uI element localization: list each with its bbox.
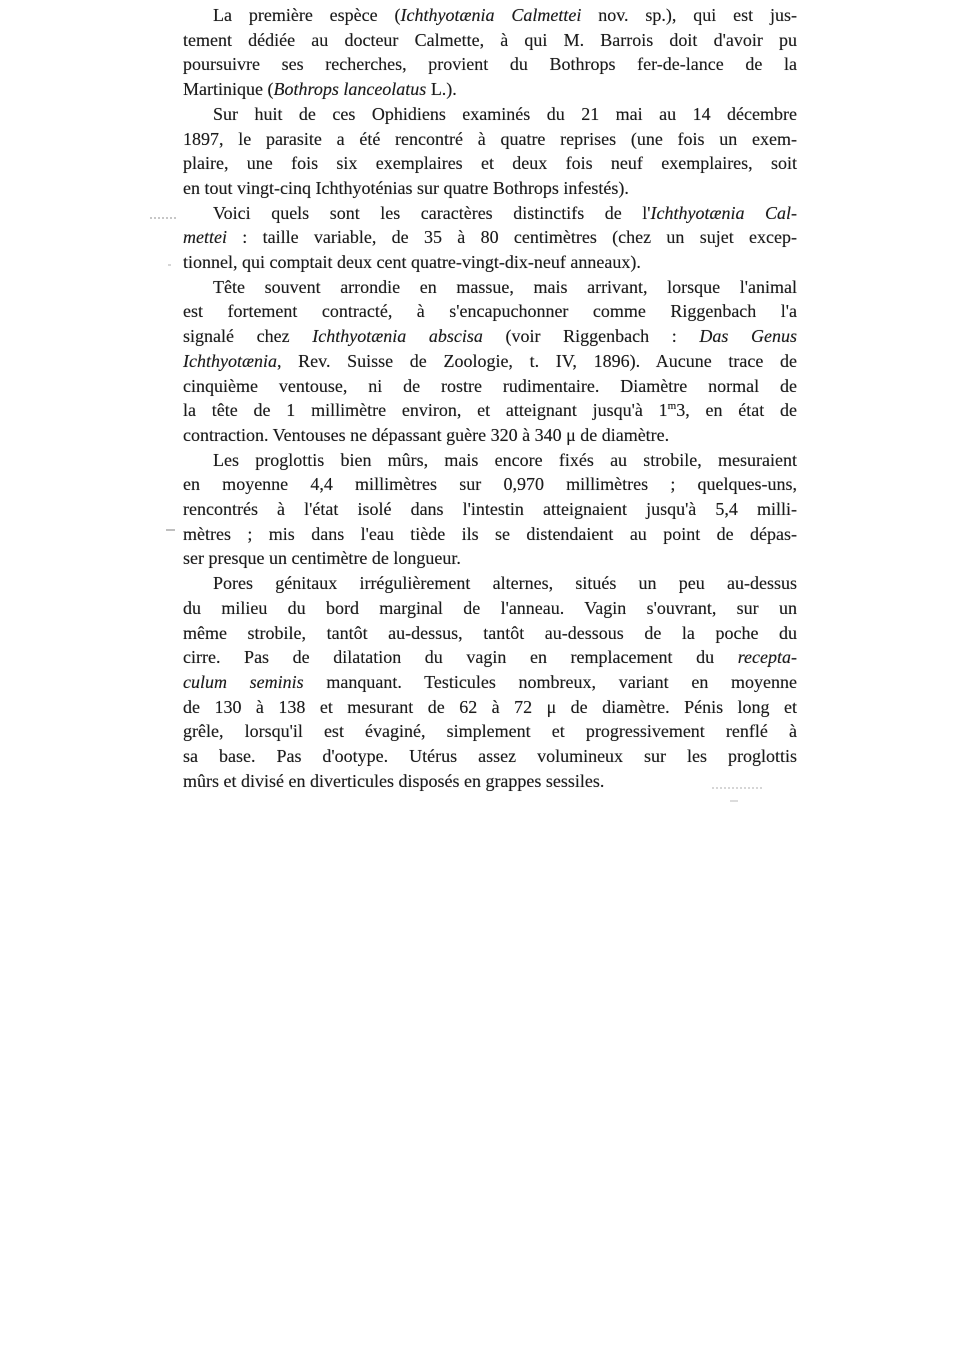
text-line <box>183 176 797 201</box>
text-line <box>183 374 797 399</box>
text-segment: Ichthyotænia abscisa <box>312 326 483 347</box>
text-segment: : taille variable, de 35 à 80 centimètres (chez un sujet excep- <box>226 227 797 248</box>
text-line <box>183 423 797 448</box>
text-line <box>183 695 797 720</box>
scan-speck <box>168 264 171 266</box>
text-segment: de 130 à 138 et mesurant de 62 à 72 μ de diamètre. Pénis long et <box>183 696 797 717</box>
text-line <box>183 621 797 646</box>
scan-speck <box>166 529 175 531</box>
text-segment: est fortement contracté, à s'encapuchonner comme Riggenbach l'a <box>183 301 797 322</box>
text-line <box>183 448 797 473</box>
text-line <box>183 398 797 423</box>
text-segment: Les proglottis bien mûrs, mais encore fixés au strobile, mesuraient <box>213 449 797 470</box>
paragraph <box>183 448 797 572</box>
text-line <box>183 77 797 102</box>
text-segment: en moyenne 4,4 millimètres sur 0,970 millimètres ; quelques-uns, <box>183 474 797 495</box>
text-line <box>183 769 797 794</box>
paragraph <box>183 571 797 793</box>
text-line <box>183 324 797 349</box>
text-segment: 1897, le parasite a été rencontré à quatre reprises (une fois un exem- <box>183 128 797 149</box>
text-segment: cirre. Pas de dilatation du vagin en remplacement du <box>183 647 738 668</box>
text-segment: manquant. Testicules nombreux, variant en moyenne <box>303 671 797 692</box>
text-segment: Sur huit de ces Ophidiens examinés du 21 mai au 14 décembre <box>213 103 797 124</box>
text-line <box>183 127 797 152</box>
text-line <box>183 719 797 744</box>
text-line <box>183 349 797 374</box>
text-line <box>183 3 797 28</box>
text-line <box>183 497 797 522</box>
text-line <box>183 472 797 497</box>
paragraph <box>183 3 797 102</box>
text-segment: tement dédiée au docteur Calmette, à qui M. Barrois doit d'avoir pu <box>183 29 797 50</box>
text-segment: La première espèce ( <box>213 5 401 25</box>
text-segment: plaire, une fois six exemplaires et deux fois neuf exemplaires, soit <box>183 153 797 174</box>
text-line <box>183 670 797 695</box>
text-segment: même strobile, tantôt au-dessus, tantôt au-dessous de la poche du <box>183 622 797 643</box>
text-segment: cinquième ventouse, ni de rostre rudimentaire. Diamètre normal de <box>183 375 797 396</box>
text-segment: tionnel, qui comptait deux cent quatre-vingt-dix-neuf anneaux). <box>183 252 641 273</box>
text-line <box>183 102 797 127</box>
text-line <box>183 546 797 571</box>
text-line <box>183 201 797 226</box>
text-line <box>183 571 797 596</box>
text-segment: Das Genus <box>699 326 798 347</box>
text-segment: mûrs et divisé en diverticules disposés en grappes sessiles. <box>183 770 605 791</box>
paragraph <box>183 102 797 201</box>
text-line <box>183 645 797 670</box>
text-segment: Ichthyotænia <box>183 350 277 371</box>
text-segment: culum seminis <box>183 671 304 692</box>
text-line <box>183 52 797 77</box>
text-segment: m <box>667 400 677 413</box>
text-line <box>183 28 797 53</box>
paragraph <box>183 201 797 275</box>
text-line <box>183 744 797 769</box>
text-segment: Ichthyotænia Calmettei <box>400 5 582 25</box>
text-segment: mettei <box>183 227 227 248</box>
text-segment: Voici quels sont les caractères distinctifs de l' <box>213 202 651 223</box>
text-segment: signalé chez <box>183 326 313 347</box>
text-segment: Ichthyotænia Cal- <box>650 202 798 223</box>
text-segment: Martinique ( <box>183 79 274 100</box>
text-line <box>183 275 797 300</box>
text-segment: (voir Riggenbach : <box>482 326 700 347</box>
text-segment: recepta- <box>737 647 797 668</box>
text-line <box>183 250 797 275</box>
text-segment: Tête souvent arrondie en massue, mais arrivant, lorsque l'animal <box>213 276 797 297</box>
text-line <box>183 151 797 176</box>
text-segment: 3, en état de <box>676 400 797 421</box>
text-segment: contraction. Ventouses ne dépassant guère 320 à 340 μ de diamètre. <box>183 424 670 445</box>
text-line <box>183 225 797 250</box>
text-segment: , Rev. Suisse de Zoologie, t. IV, 1896). Aucune trace de <box>276 350 797 371</box>
text-segment: du milieu du bord marginal de l'anneau. Vagin s'ouvrant, sur un <box>183 597 797 618</box>
text-segment: Pores génitaux irrégulièrement alternes, situés un peu au-dessus <box>213 573 797 594</box>
text-segment: mètres ; mis dans l'eau tiède ils se distendaient au point de dépas- <box>183 523 797 544</box>
text-line <box>183 522 797 547</box>
text-segment: sa base. Pas d'ootype. Utérus assez volumineux sur les proglottis <box>183 746 797 767</box>
text-segment: L.). <box>426 79 457 100</box>
text-line <box>183 596 797 621</box>
text-segment: Bothrops lanceolatus <box>273 79 427 100</box>
text-line <box>183 299 797 324</box>
scanned-page-text-block <box>183 3 797 794</box>
text-segment: la tête de 1 millimètre environ, et atteignant jusqu'à 1 <box>183 400 668 421</box>
text-segment: nov. sp.), qui est jus- <box>581 5 798 25</box>
text-segment: en tout vingt-cinq Ichthyoténias sur quatre Bothrops infestés). <box>183 177 629 198</box>
text-segment: poursuivre ses recherches, provient du Bothrops fer-de-lance de la <box>183 54 797 75</box>
text-segment: ser presque un centimètre de longueur. <box>183 548 461 569</box>
scan-speck <box>150 216 176 219</box>
paragraph <box>183 275 797 448</box>
text-segment: rencontrés à l'état isolé dans l'intestin atteignaient jusqu'à 5,4 milli- <box>183 499 797 520</box>
scan-speck <box>730 800 738 802</box>
text-segment: grêle, lorsqu'il est évaginé, simplement et progressivement renflé à <box>183 721 797 742</box>
scan-speck <box>712 786 762 789</box>
